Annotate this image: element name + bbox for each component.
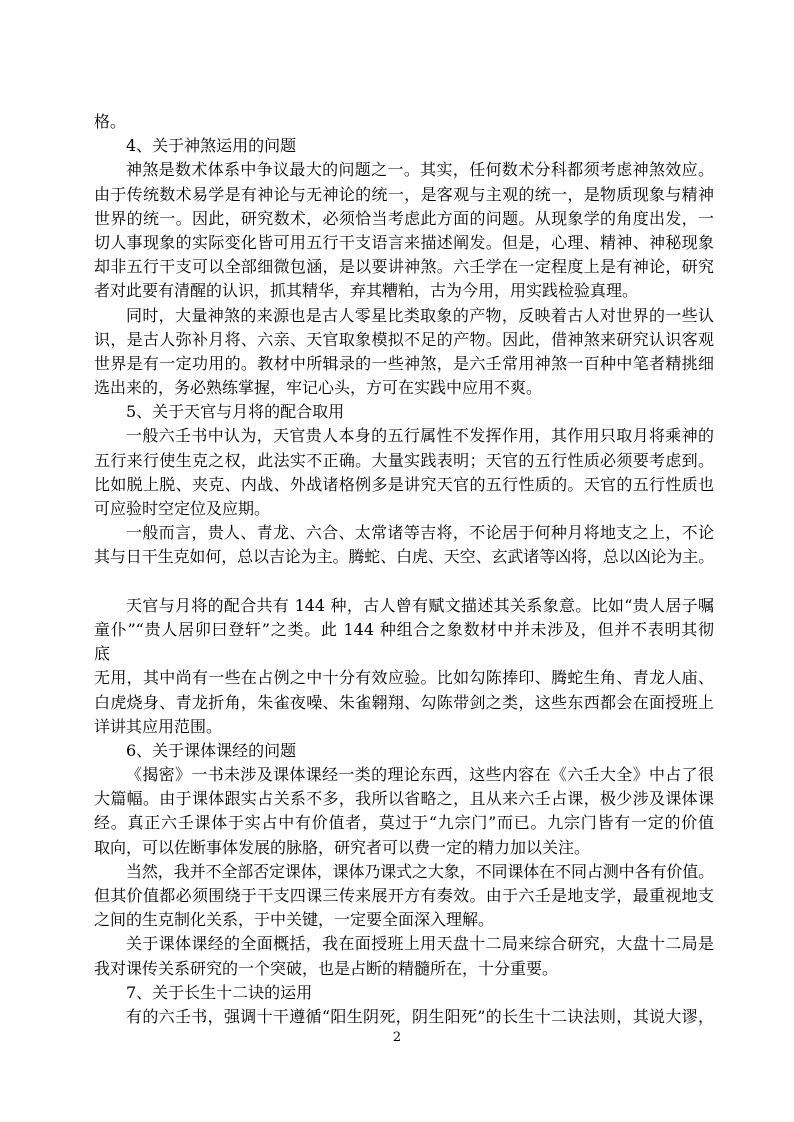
blank-line [94, 570, 714, 594]
text-line: 选出来的，务必熟练掌握，牢记心头，方可在实践中应用不爽。 [94, 378, 543, 398]
text-line: 世界的统一。因此，研究数术，必须恰当考虑此方面的问题。从现象学的角度出发，一 [94, 208, 714, 228]
text-line: 其与日干生克如何，总以吉论为主。腾蛇、白虎、天空、玄武诸等凶将，总以凶论为主。 [94, 547, 715, 567]
text-line: 之间的生克制化关系，于中关键，一定要全面深入理解。 [94, 910, 495, 930]
text-line: 比如脱上脱、夹克、内战、外战诸格例多是讲究天官的五行性质的。天官的五行性质也 [94, 474, 714, 494]
text-line: 同时，大量神煞的来源也是古人零星比类取象的产物，反映着古人对世界的一些认 [126, 305, 714, 325]
text-line: 却非五行干支可以全部细微包涵，是以要讲神煞。六壬学在一定程度上是有神论，研究 [94, 257, 714, 277]
text-line: 神煞是数术体系中争议最大的问题之一。其实，任何数术分科都须考虑神煞效应。 [126, 160, 714, 180]
text-line: 识，是古人弥补月将、六亲、天官取象模拟不足的产物。因此，借神煞来研究认识客观 [94, 329, 714, 349]
text-line: 世界是有一定功用的。教材中所辑录的一些神煞，是六壬常用神煞一百种中笔者精挑细 [94, 353, 714, 373]
page-number: 2 [392, 1030, 402, 1045]
text-line: 有的六壬书，强调十干遵循“阳生阴死，阴生阳死”的长生十二诀法则，其说大谬， [126, 1006, 714, 1026]
text-line: 详讲其应用范围。 [94, 716, 223, 736]
text-line: 我对课传关系研究的一个突破，也是占断的精髓所在，十分重要。 [94, 958, 559, 978]
text-line: 但其价值都必须围绕于干支四课三传来展开方有奏效。由于六壬是地支学，最重视地支 [94, 886, 714, 905]
text-line: 关于课体课经的全面概括，我在面授班上用天盘十二局来综合研究，大盘十二局是 [126, 934, 714, 954]
text-line: 者对此要有清醒的认识，抓其精华，弃其糟粕，古为今用，用实践检验真理。 [94, 281, 639, 301]
text-line: 6、关于课体课经的问题 [126, 740, 297, 760]
text-line: 7、关于长生十二诀的运用 [126, 982, 313, 1002]
text-line: 切人事现象的实际变化皆可用五行干支语言来描述阐发。但是，心理、精神、神秘现象 [94, 232, 714, 252]
text-line: 4、关于神煞运用的问题 [126, 136, 297, 156]
text-line: 无用，其中尚有一些在占例之中十分有效应验。比如勾陈捧印、腾蛇生角、青龙人庙、 [94, 668, 714, 688]
text-line: 大篇幅。由于课体跟实占关系不多，我所以省略之，且从来六壬占课，极少涉及课体课 [94, 789, 714, 809]
text-line: 5、关于天官与月将的配合取用 [126, 402, 345, 422]
text-line: 由于传统数术易学是有神论与无神论的统一，是客观与主观的统一，是物质现象与精神 [94, 184, 714, 204]
text-line: 白虎烧身、青龙折角，朱雀夜噪、朱雀翱翔、勾陈带剑之类，这些东西都会在面授班上 [94, 692, 714, 712]
document-body [94, 110, 714, 1029]
text-line: 五行来行使生克之权，此法实不正确。大量实践表明；天官的五行性质必须要考虑到。 [94, 450, 714, 470]
text-line: 取向，可以佐断事体发展的脉胳，研究者可以费一定的精力加以关注。 [94, 837, 591, 857]
text-line: 经。真正六壬课体于实占中有价值者，莫过于“九宗门”而已。九宗门皆有一定的价值 [94, 813, 714, 833]
text-line: 童仆”“贵人居卯曰登轩”之类。此 144 种组合之象数材中并未涉及，但并不表明其彻 [94, 619, 714, 639]
text-line: 《揭密》一书未涉及课体课经一类的理论东西，这些内容在《六壬大全》中占了很 [126, 765, 714, 785]
text-line: 格。 [94, 112, 127, 131]
text-line: 一般六壬书中认为，天官贵人本身的五行属性不发挥作用，其作用只取月将乘神的 [126, 426, 714, 446]
text-line: 一般而言，贵人、青龙、六合、太常诸等吉将，不论居于何种月将地支之上，不论 [126, 523, 714, 543]
text-line: 底 [94, 644, 111, 664]
text-line: 天官与月将的配合共有 144 种，古人曾有赋文描述其关系象意。比如“贵人居子嘱 [126, 595, 714, 615]
text-line: 当然，我并不全部否定课体，课体乃课式之大象，不同课体在不同占测中各有价值。 [126, 861, 714, 881]
text-line: 可应验时空定位及应期。 [94, 499, 271, 518]
